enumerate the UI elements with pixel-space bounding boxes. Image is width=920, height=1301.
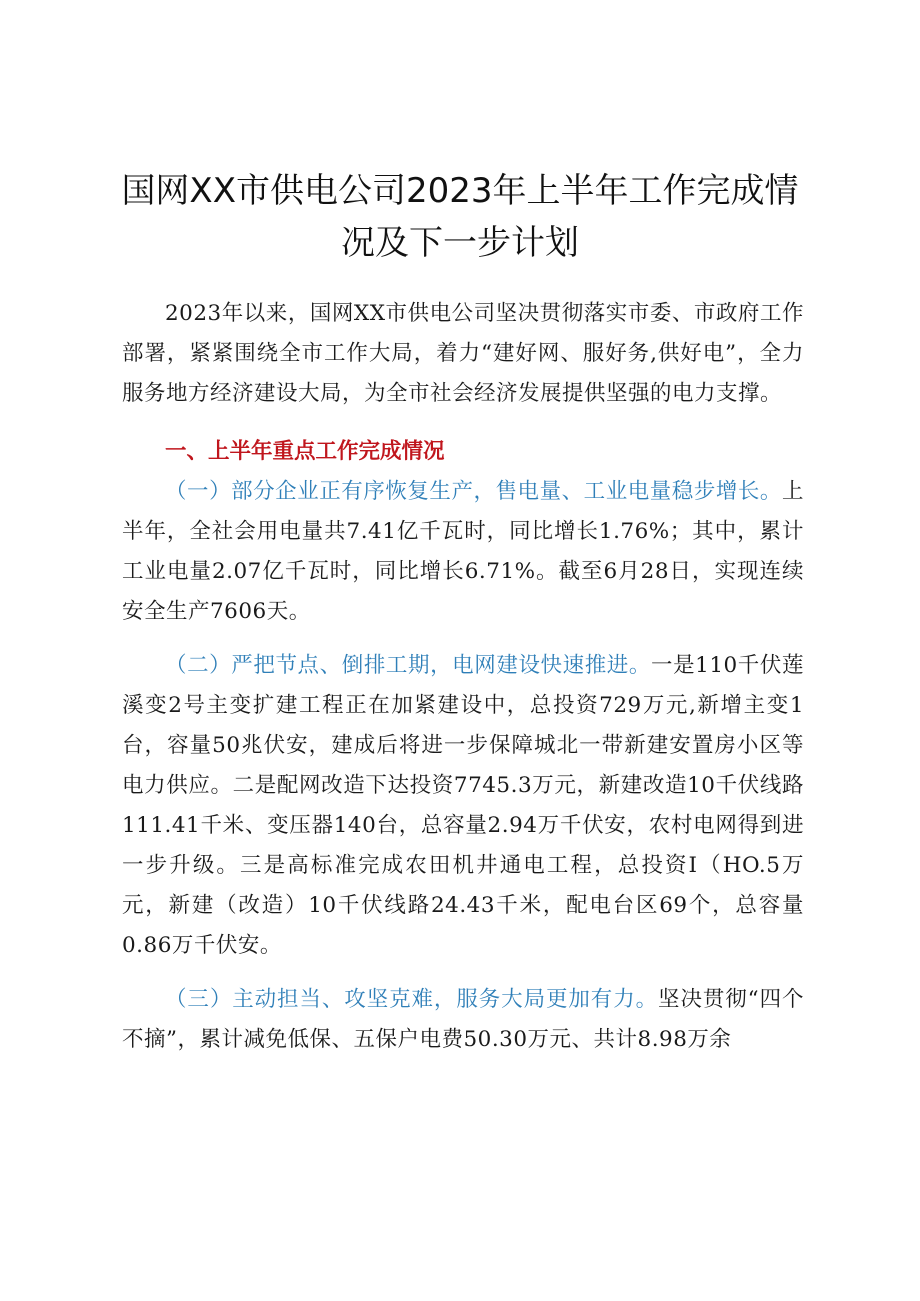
item-text-2: 一是110千伏莲溪变2号主变扩建工程正在加紧建设中，总投资729万元,新增主变1台，容量50兆伏安，建成后将进一步保障城北一带新建安置房小区等电力供应。二是配网改造下达投资7745.3万元，新建改造10千伏线路111.41千米、变压器140台，总容量2.94万千伏安，农村电网得到进一步升级。三是高标准完成农田机井通电工程，总投资I（HO.5万元，新建（改造）10千伏线路24.43千米，配电台区69个，总容量0.86万千伏安。 [122,653,804,958]
item-subheading-2: （二）严把节点、倒排工期，电网建设快速推进。 [165,653,651,678]
document-body [122,294,804,1060]
item-paragraph-3 [122,980,804,1060]
document-title [110,165,810,269]
paragraph-gap [122,632,804,646]
paragraph-gap [122,966,804,980]
item-subheading-1: （一）部分企业正有序恢复生产，售电量、工业电量稳步增长。 [165,479,782,504]
item-subheading-3: （三）主动担当、攻坚克难，服务大局更加有力。 [165,987,659,1012]
intro-paragraph: 2023年以来，国网XX市供电公司坚决贯彻落实市委、市政府工作部署，紧紧围绕全市工作大局，着力“建好网、服好务,供好电”，全力服务地方经济建设大局，为全市社会经济发展提供坚强的电力支撑。 [122,301,804,406]
title-line-2: 况及下一步计划 [341,223,579,263]
title-line-1: 国网XX市供电公司2023年上半年工作完成情 [121,171,799,211]
item-text-3: 坚决贯彻“四个不摘”，累计减免低保、五保户电费50.30万元、共计8.98万余 [122,987,804,1052]
section-heading-1: 一、上半年重点工作完成情况 [165,439,445,464]
item-text-1: 上半年，全社会用电量共7.41亿千瓦时，同比增长1.76%；其中，累计工业电量2.07亿千瓦时，同比增长6.71%。截至6月28日，实现连续安全生产7606天。 [122,479,804,624]
item-paragraph-2 [122,646,804,966]
item-paragraph-1 [122,472,804,632]
